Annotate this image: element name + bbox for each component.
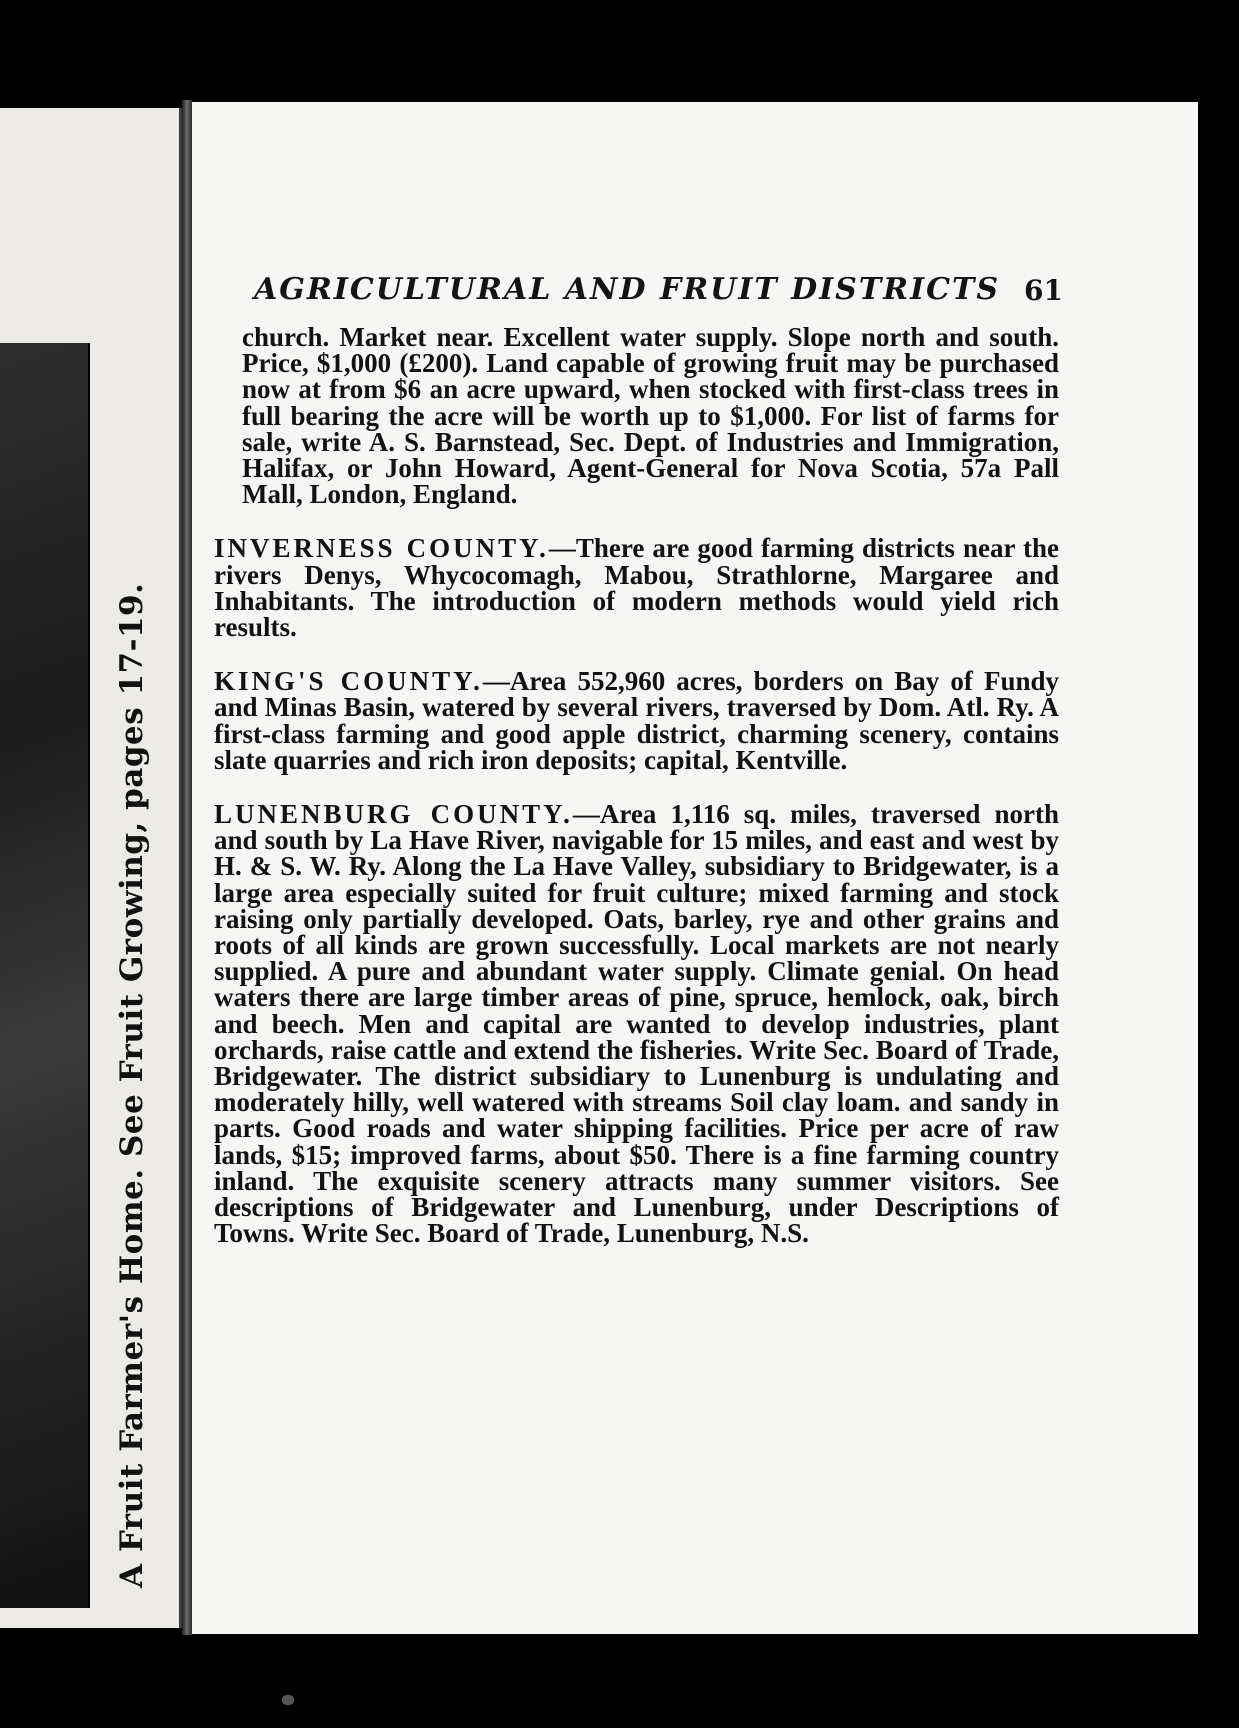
inverness-heading: INVERNESS COUNTY.: [214, 533, 549, 564]
kings-entry: [214, 668, 1059, 773]
lunenburg-heading: LUNENBURG COUNTY.: [214, 799, 573, 830]
running-title: AGRICULTURAL AND FRUIT DISTRICTS: [254, 272, 1001, 307]
kings-dash: —: [482, 666, 510, 697]
left-page: [0, 108, 182, 1628]
scan-mark: [282, 1695, 294, 1705]
inverness-text: There are good farming districts near the rivers Denys, Whycocomagh, Mabou, Strathlorne, Margaree and Inhabitants. The introduction of modern methods would yield rich results.: [214, 533, 1059, 643]
right-page: [192, 102, 1198, 1634]
kings-text: Area 552,960 acres, borders on Bay of Fundy and Minas Basin, watered by several rivers, traversed by Dom. Atl. Ry. A first-class farming and good apple district, charming scenery, contains slate quarries and rich iron deposits; capital, Kentville.: [214, 666, 1059, 775]
page-body: [214, 324, 1059, 1247]
inverness-entry: [214, 533, 1059, 643]
photo-caption: A Fruit Farmer's Home. See Fruit Growing, pages 17-19.: [114, 582, 150, 1588]
continuation-paragraph: church. Market near. Excellent water supply. Slope north and south. Price, $1,000 (£200). Land capable of growing fruit may be purchased now at from $6 an acre upward, when stocked with first-class trees in full bearing the acre will be worth up to $1,000. For list of farms for sale, write A. S. Barnstead, Sec. Dept. of Industries and Immigration, Halifax, or John Howard, Agent-General for Nova Scotia, 57a Pall Mall, London, England.: [242, 322, 1059, 510]
inverness-dash: —: [548, 533, 576, 564]
kings-heading: KING'S COUNTY.: [214, 666, 483, 697]
book-spine: [182, 100, 192, 1635]
page-number: 61: [1024, 274, 1063, 307]
farm-photo: [0, 343, 90, 1608]
lunenburg-entry: [214, 799, 1059, 1249]
lunenburg-text: Area 1,116 sq. miles, traversed north and south by La Have River, navigable for 15 miles, and east and west by H. & S. W. Ry. Along the La Have Valley, subsidiary to Bridgewater, is a large area especially suited for fruit culture; mixed farming and stock raising only partially developed. Oats, barley, rye and other grains and roots of all kinds are grown successfully. Local markets are not nearly supplied. A pure and abundant water supply. Climate genial. On head waters there are large timber areas of pine, spruce, hemlock, oak, birch and beech. Men and capital are wanted to develop industries, plant orchards, raise cattle and extend the fisheries. Write Sec. Board of Trade, Bridgewater. The district subsidiary to Lunenburg is undulating and moderately hilly, well watered with streams Soil clay loam. and sandy in parts. Good roads and water shipping facilities. Price per acre of raw lands, $15; improved farms, about $50. There is a fine farming country inland. The exquisite scenery attracts many summer visitors. See descriptions of Bridgewater and Lunenburg, under Descriptions of Towns. Write Sec. Board of Trade, Lunenburg, N.S.: [214, 799, 1059, 1249]
lunenburg-dash: —: [572, 799, 600, 830]
